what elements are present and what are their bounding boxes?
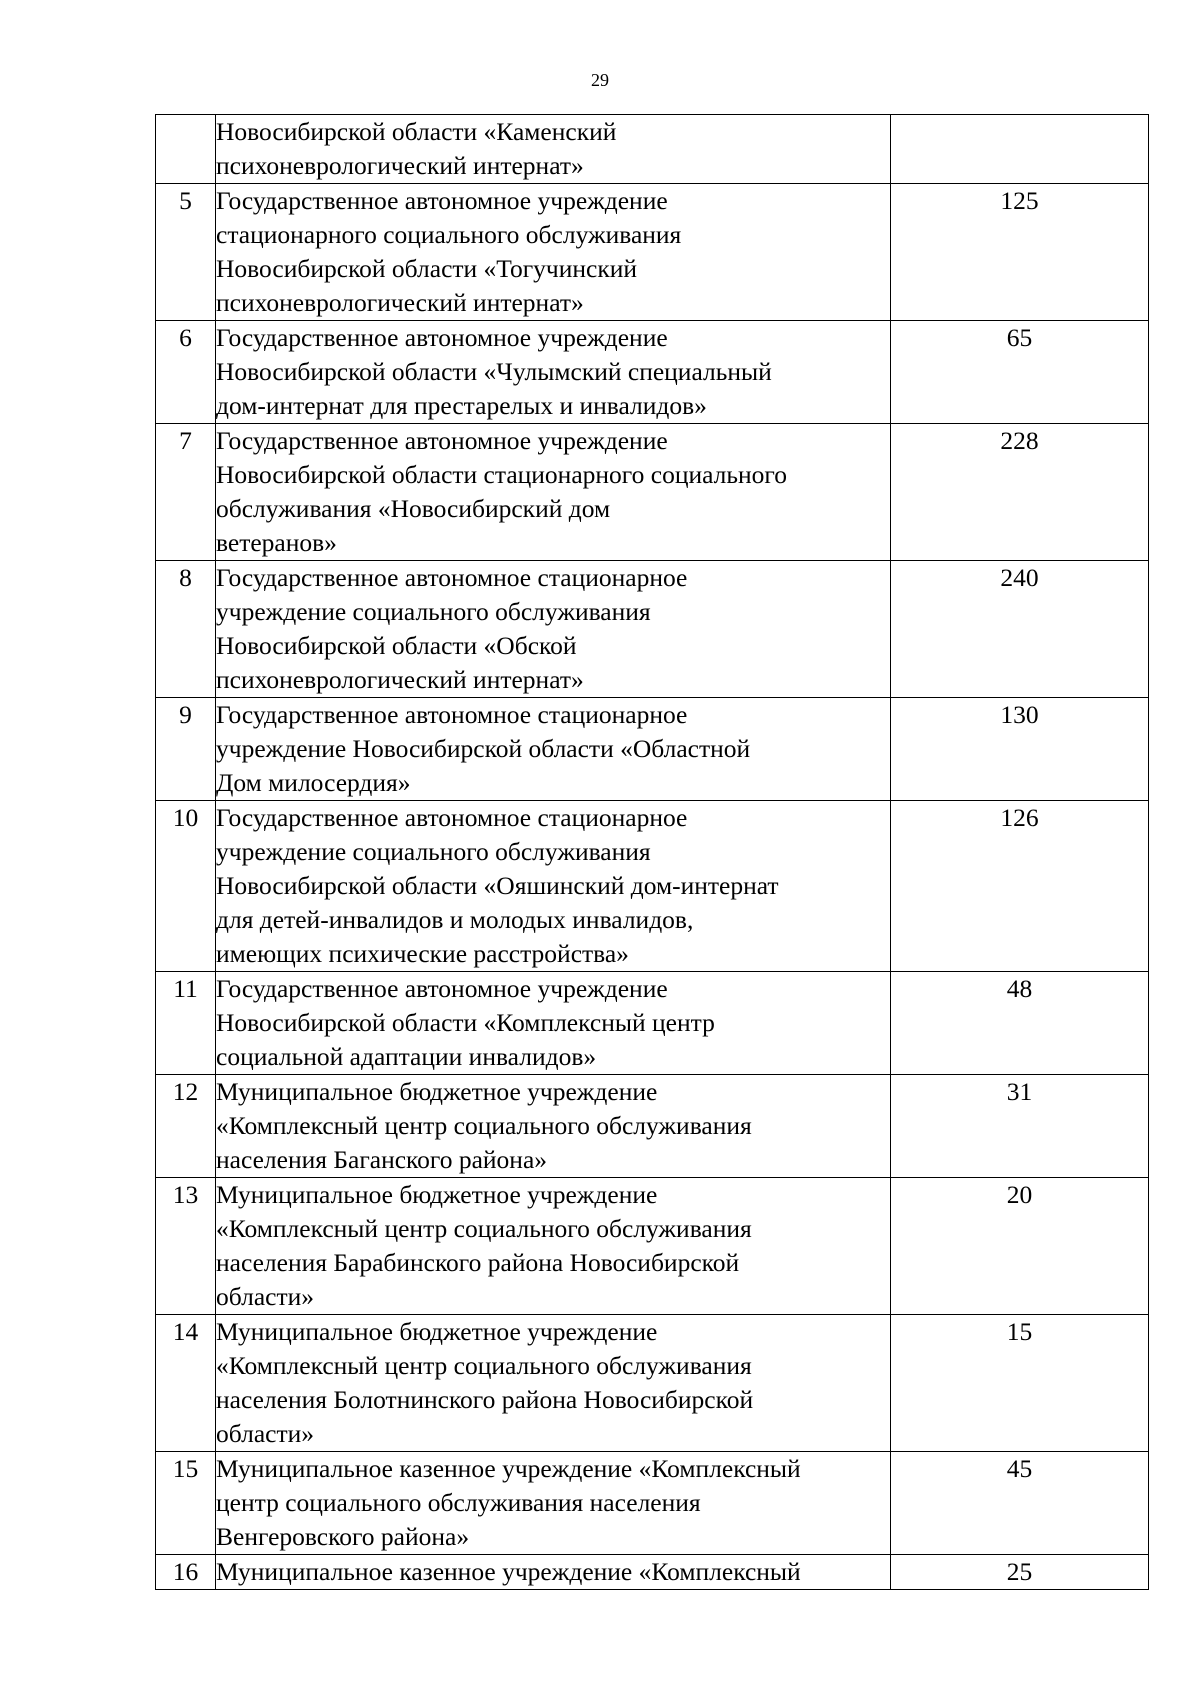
row-value: 126 [891,801,1149,972]
table-row [156,1075,1149,1178]
institution-name [216,1075,891,1178]
institution-name-line: Новосибирской области «Обской [216,631,577,660]
institution-name-line: «Комплексный центр социального обслуживания [216,1214,752,1243]
institution-name-line: Муниципальное бюджетное учреждение [216,1077,658,1106]
row-number: 7 [156,424,216,561]
institution-name [216,801,891,972]
row-value: 240 [891,561,1149,698]
row-value: 15 [891,1315,1149,1452]
row-number: 5 [156,184,216,321]
institution-name-line: учреждение социального обслуживания [216,837,651,866]
institution-name-line: Муниципальное казенное учреждение «Комплексный [216,1454,801,1483]
row-number: 12 [156,1075,216,1178]
row-number: 10 [156,801,216,972]
institution-name-line: Муниципальное бюджетное учреждение [216,1317,658,1346]
institutions-table [155,114,1149,1590]
table-row [156,115,1149,184]
institution-name-line: Государственное автономное учреждение [216,186,668,215]
institution-name [216,1452,891,1555]
institution-name-line: психоневрологический интернат» [216,665,584,694]
institution-name-line: «Комплексный центр социального обслуживания [216,1111,752,1140]
institution-name-line: Новосибирской области «Комплексный центр [216,1008,715,1037]
row-value: 20 [891,1178,1149,1315]
row-number: 13 [156,1178,216,1315]
institution-name [216,698,891,801]
institution-name-line: Государственное автономное учреждение [216,426,668,455]
table-row [156,1452,1149,1555]
institution-name-line: области» [216,1419,314,1448]
row-value: 25 [891,1555,1149,1590]
institution-name-line: центр социального обслуживания населения [216,1488,701,1517]
institution-name-line: психоневрологический интернат» [216,151,584,180]
institution-name [216,1315,891,1452]
institution-name-line: «Комплексный центр социального обслуживания [216,1351,752,1380]
institution-name-line: Государственное автономное учреждение [216,974,668,1003]
institution-name [216,561,891,698]
row-number: 15 [156,1452,216,1555]
table-row [156,424,1149,561]
table-row [156,321,1149,424]
institution-name-line: Новосибирской области «Каменский [216,117,617,146]
page-number: 29 [591,70,609,90]
row-value: 31 [891,1075,1149,1178]
institution-name-line: Муниципальное бюджетное учреждение [216,1180,658,1209]
institution-name-line: Государственное автономное учреждение [216,323,668,352]
row-value [891,115,1149,184]
institution-name-line: ветеранов» [216,528,337,557]
table-body [156,115,1149,1590]
institution-name-line: Дом милосердия» [216,768,411,797]
institution-name-line: области» [216,1282,314,1311]
institution-name-line: психоневрологический интернат» [216,288,584,317]
institution-name-line: Новосибирской области «Ояшинский дом-интернат [216,871,779,900]
institution-name-line: Новосибирской области стационарного социального [216,460,787,489]
row-value: 228 [891,424,1149,561]
table-row [156,561,1149,698]
table-row [156,972,1149,1075]
institution-name-line: учреждение социального обслуживания [216,597,651,626]
institution-name-line: населения Болотнинского района Новосибирской [216,1385,754,1414]
table-row [156,1555,1149,1590]
institution-name-line: для детей-инвалидов и молодых инвалидов, [216,905,694,934]
row-value: 48 [891,972,1149,1075]
institution-name [216,972,891,1075]
table-row [156,1178,1149,1315]
institution-name-line: социальной адаптации инвалидов» [216,1042,597,1071]
row-value: 125 [891,184,1149,321]
table-row [156,1315,1149,1452]
institution-name-line: Новосибирской области «Чулымский специальный [216,357,772,386]
institution-name-line: Венгеровского района» [216,1522,470,1551]
institution-name [216,424,891,561]
table-row [156,698,1149,801]
row-number: 14 [156,1315,216,1452]
institution-name-line: населения Барабинского района Новосибирской [216,1248,740,1277]
institution-name [216,184,891,321]
institution-name-line: Государственное автономное стационарное [216,700,688,729]
table-row [156,184,1149,321]
row-value: 45 [891,1452,1149,1555]
row-number [156,115,216,184]
row-value: 65 [891,321,1149,424]
institution-name-line: имеющих психические расстройства» [216,939,629,968]
institution-name-line: обслуживания «Новосибирский дом [216,494,611,523]
institution-name-line: населения Баганского района» [216,1145,548,1174]
row-number: 9 [156,698,216,801]
institution-name [216,1555,891,1590]
institution-name [216,115,891,184]
institution-name-line: Государственное автономное стационарное [216,803,688,832]
institution-name-line: дом-интернат для престарелых и инвалидов» [216,391,707,420]
row-number: 6 [156,321,216,424]
row-number: 11 [156,972,216,1075]
institution-name-line: Новосибирской области «Тогучинский [216,254,638,283]
institution-name [216,321,891,424]
institution-name-line: стационарного социального обслуживания [216,220,682,249]
institution-name-line: Государственное автономное стационарное [216,563,688,592]
institution-name-line: Муниципальное казенное учреждение «Комплексный [216,1557,801,1586]
institution-name [216,1178,891,1315]
institution-name-line: учреждение Новосибирской области «Областной [216,734,751,763]
row-value: 130 [891,698,1149,801]
table-row [156,801,1149,972]
row-number: 16 [156,1555,216,1590]
row-number: 8 [156,561,216,698]
